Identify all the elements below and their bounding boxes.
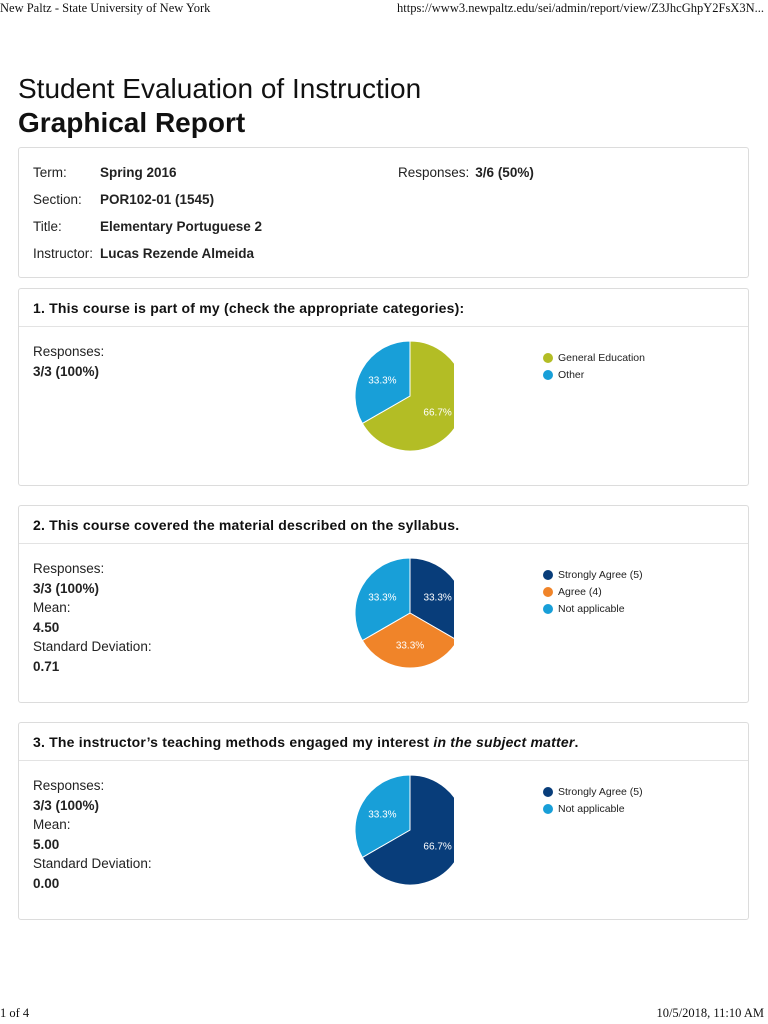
legend-item: [543, 783, 643, 800]
section-value: POR102-01 (1545): [100, 192, 215, 207]
print-header: [0, 0, 768, 18]
legend-label: Other: [558, 368, 585, 381]
question-card-1: [18, 288, 749, 486]
term-value: Spring 2016: [100, 165, 177, 180]
sd-value: 0.71: [33, 658, 60, 674]
chart-legend: [543, 783, 643, 817]
page-url[interactable]: https://www3.newpaltz.edu/sei/admin/report/view/Z3JhcGhpY2FsX3N...: [397, 1, 764, 15]
mean-value: 4.50: [33, 619, 60, 635]
course-title-value: Elementary Portuguese 2: [100, 219, 263, 234]
mean-label: Mean:: [33, 600, 71, 615]
report-title: Student Evaluation of Instruction: [18, 73, 422, 104]
pie-slice-label: 33.3%: [395, 640, 425, 652]
section-row: [33, 192, 214, 207]
section-label: Section:: [33, 192, 82, 207]
print-timestamp: 10/5/2018, 11:10 AM: [656, 1006, 764, 1020]
legend-label: General Education: [558, 351, 645, 364]
pie-chart: [334, 334, 454, 464]
course-info-card: [18, 147, 749, 278]
responses-label: Responses:: [33, 778, 105, 793]
course-title-label: Title:: [33, 219, 62, 234]
responses-label: Responses:: [33, 561, 105, 576]
report-subtitle: Graphical Report: [18, 107, 246, 138]
print-footer: [0, 1006, 768, 1024]
responses-label: Responses:: [33, 344, 105, 359]
responses-value: 3/3 (100%): [33, 797, 100, 813]
chart-legend: [543, 566, 643, 617]
instructor-label: Instructor:: [33, 246, 94, 261]
responses-value: 3/3 (100%): [33, 363, 100, 379]
responses-value: 3/3 (100%): [33, 580, 100, 596]
legend-label: Not applicable: [558, 602, 625, 615]
term-label: Term:: [33, 165, 67, 180]
pie-slice-label: 33.3%: [423, 592, 452, 604]
mean-value: 5.00: [33, 836, 60, 852]
legend-item: [543, 566, 643, 583]
question-title-main: 3. The instructor’s teaching methods engaged my interest: [33, 734, 434, 750]
overall-responses: [398, 165, 534, 180]
question-header: [19, 506, 748, 544]
legend-item: [543, 349, 645, 366]
report-heading: [18, 72, 421, 140]
question-title-emphasis: in the subject matter: [433, 734, 575, 750]
legend-swatch: [543, 370, 553, 380]
question-title: 2. This course covered the material described on the syllabus.: [33, 517, 460, 533]
sd-label: Standard Deviation:: [33, 639, 152, 654]
pie-slice-label: 33.3%: [368, 809, 397, 821]
chart-legend: [543, 349, 645, 383]
question-header: [19, 289, 748, 327]
question-title: 1. This course is part of my (check the appropriate categories):: [33, 300, 465, 316]
legend-swatch: [543, 787, 553, 797]
instructor-row: [33, 246, 254, 261]
legend-swatch: [543, 353, 553, 363]
pie-slice-label: 66.7%: [423, 841, 452, 853]
legend-label: Strongly Agree (5): [558, 785, 643, 798]
course-title-row: [33, 219, 262, 234]
instructor-value: Lucas Rezende Almeida: [100, 246, 255, 261]
legend-swatch: [543, 570, 553, 580]
pie-chart: [334, 768, 454, 898]
legend-swatch: [543, 604, 553, 614]
legend-label: Agree (4): [558, 585, 602, 598]
legend-swatch: [543, 587, 553, 597]
question-header: [19, 723, 748, 761]
pie-slice-label: 66.7%: [423, 407, 452, 419]
sd-value: 0.00: [33, 875, 60, 891]
question-stats: [33, 559, 152, 676]
overall-responses-value: 3/6 (50%): [475, 165, 534, 180]
legend-item: [543, 583, 643, 600]
legend-item: [543, 600, 643, 617]
legend-item: [543, 366, 645, 383]
page-indicator: 1 of 4: [0, 1006, 30, 1020]
question-stats: [33, 776, 152, 893]
legend-label: Not applicable: [558, 802, 625, 815]
legend-swatch: [543, 804, 553, 814]
term-row: [33, 165, 177, 180]
pie-chart: [334, 551, 454, 681]
overall-responses-label: Responses:: [398, 165, 470, 180]
legend-item: [543, 800, 643, 817]
question-card-3: [18, 722, 749, 920]
question-card-2: [18, 505, 749, 703]
pie-slice-label: 33.3%: [368, 375, 397, 387]
pie-slice-label: 33.3%: [368, 592, 397, 604]
mean-label: Mean:: [33, 817, 71, 832]
site-title: New Paltz - State University of New York: [0, 1, 211, 15]
legend-label: Strongly Agree (5): [558, 568, 643, 581]
question-title: [33, 734, 579, 750]
question-title-end: .: [574, 734, 579, 750]
sd-label: Standard Deviation:: [33, 856, 152, 871]
question-stats: [33, 342, 104, 381]
